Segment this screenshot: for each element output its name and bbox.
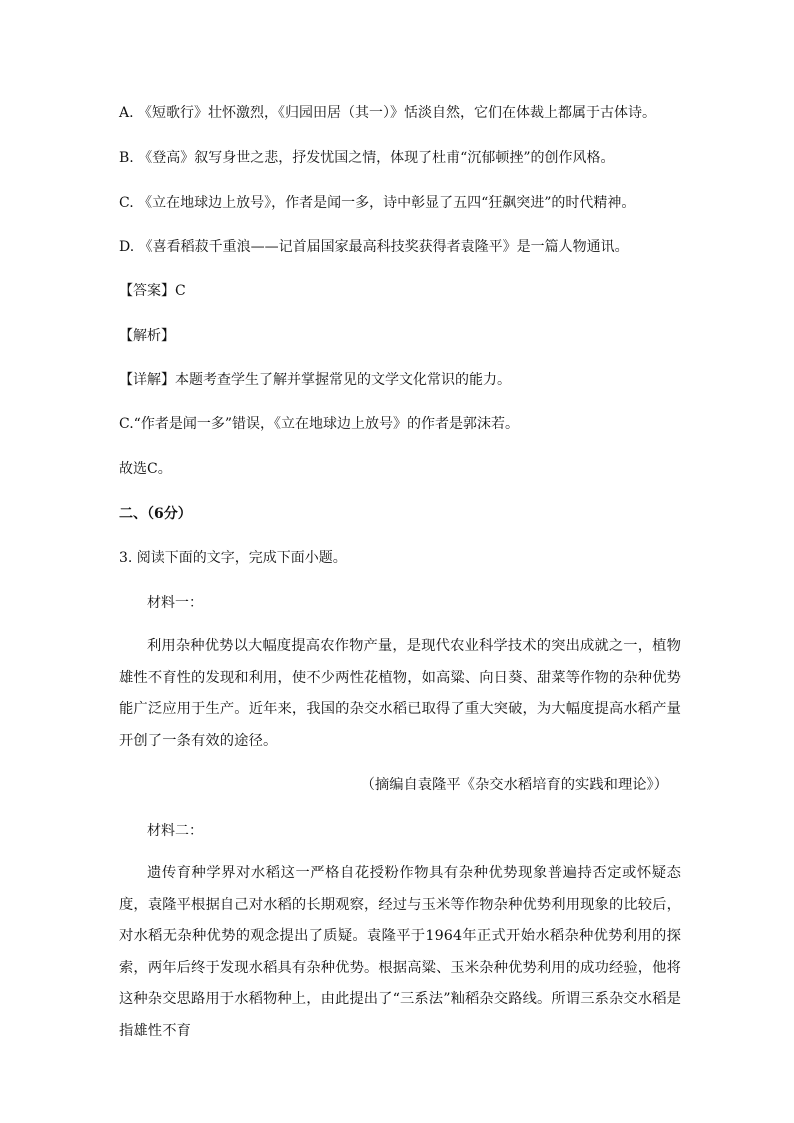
material1-label: 材料一： <box>147 595 203 611</box>
material2-paragraph: 遗传育种学界对水稻这一严格自花授粉作物具有杂种优势现象普遍持否定或怀疑态度，袁隆平根据自己对水稻的长期观察，经过与玉米等作物杂种优势利用现象的比较后，对水稻无杂种优势的观念提出了质疑。袁隆平于1964年正式开始水稻杂种优势利用的探索，两年后终于发现水稻具有杂种优势。根据高粱、玉米杂种优势利用的成功经验，他将这种杂交思路用于水稻物种上，由此提出了“三系法”籼稻杂交路线。所谓三系杂交水稻是指雄性不育 <box>119 865 681 1039</box>
section-heading: 二、（6分） <box>119 506 192 522</box>
option-b: B. 《登高》叙写身世之悲，抒发忧国之情，体现了杜甫“沉郁顿挫”的创作风格。 <box>119 150 615 166</box>
material2-label: 材料二： <box>147 823 203 839</box>
explanation-line: C.“作者是闻一多”错误，《立在地球边上放号》的作者是郭沫若。 <box>119 416 519 432</box>
detail-line: 【详解】本题考查学生了解并掌握常见的文学文化常识的能力。 <box>119 372 511 388</box>
question-prompt: 3. 阅读下面的文字，完成下面小题。 <box>119 550 347 566</box>
option-d: D. 《喜看稻菽千重浪——记首届国家最高科技奖获得者袁隆平》是一篇人物通讯。 <box>119 239 629 255</box>
option-a: A. 《短歌行》壮怀激烈，《归园田居（其一）》恬淡自然，它们在体裁上都属于古体诗。 <box>119 105 657 121</box>
conclusion-line: 故选C。 <box>119 461 172 477</box>
answer-line: 【答案】C <box>119 283 186 299</box>
option-c: C. 《立在地球边上放号》，作者是闻一多，诗中彰显了五四“狂飙突进”的时代精神。 <box>119 195 636 211</box>
analysis-label: 【解析】 <box>119 328 175 344</box>
material1-source: （摘编自袁隆平《杂交水稻培育的实践和理论》） <box>360 777 668 793</box>
material1-paragraph: 利用杂种优势以大幅度提高农作物产量，是现代农业科学技术的突出成就之一，植物雄性不育性的发现和利用，使不少两性花植物，如高粱、向日葵、甜菜等作物的杂种优势能广泛应用于生产。近年来，我国的杂交水稻已取得了重大突破，为大幅度提高水稻产量开创了一条有效的途径。 <box>119 638 681 749</box>
